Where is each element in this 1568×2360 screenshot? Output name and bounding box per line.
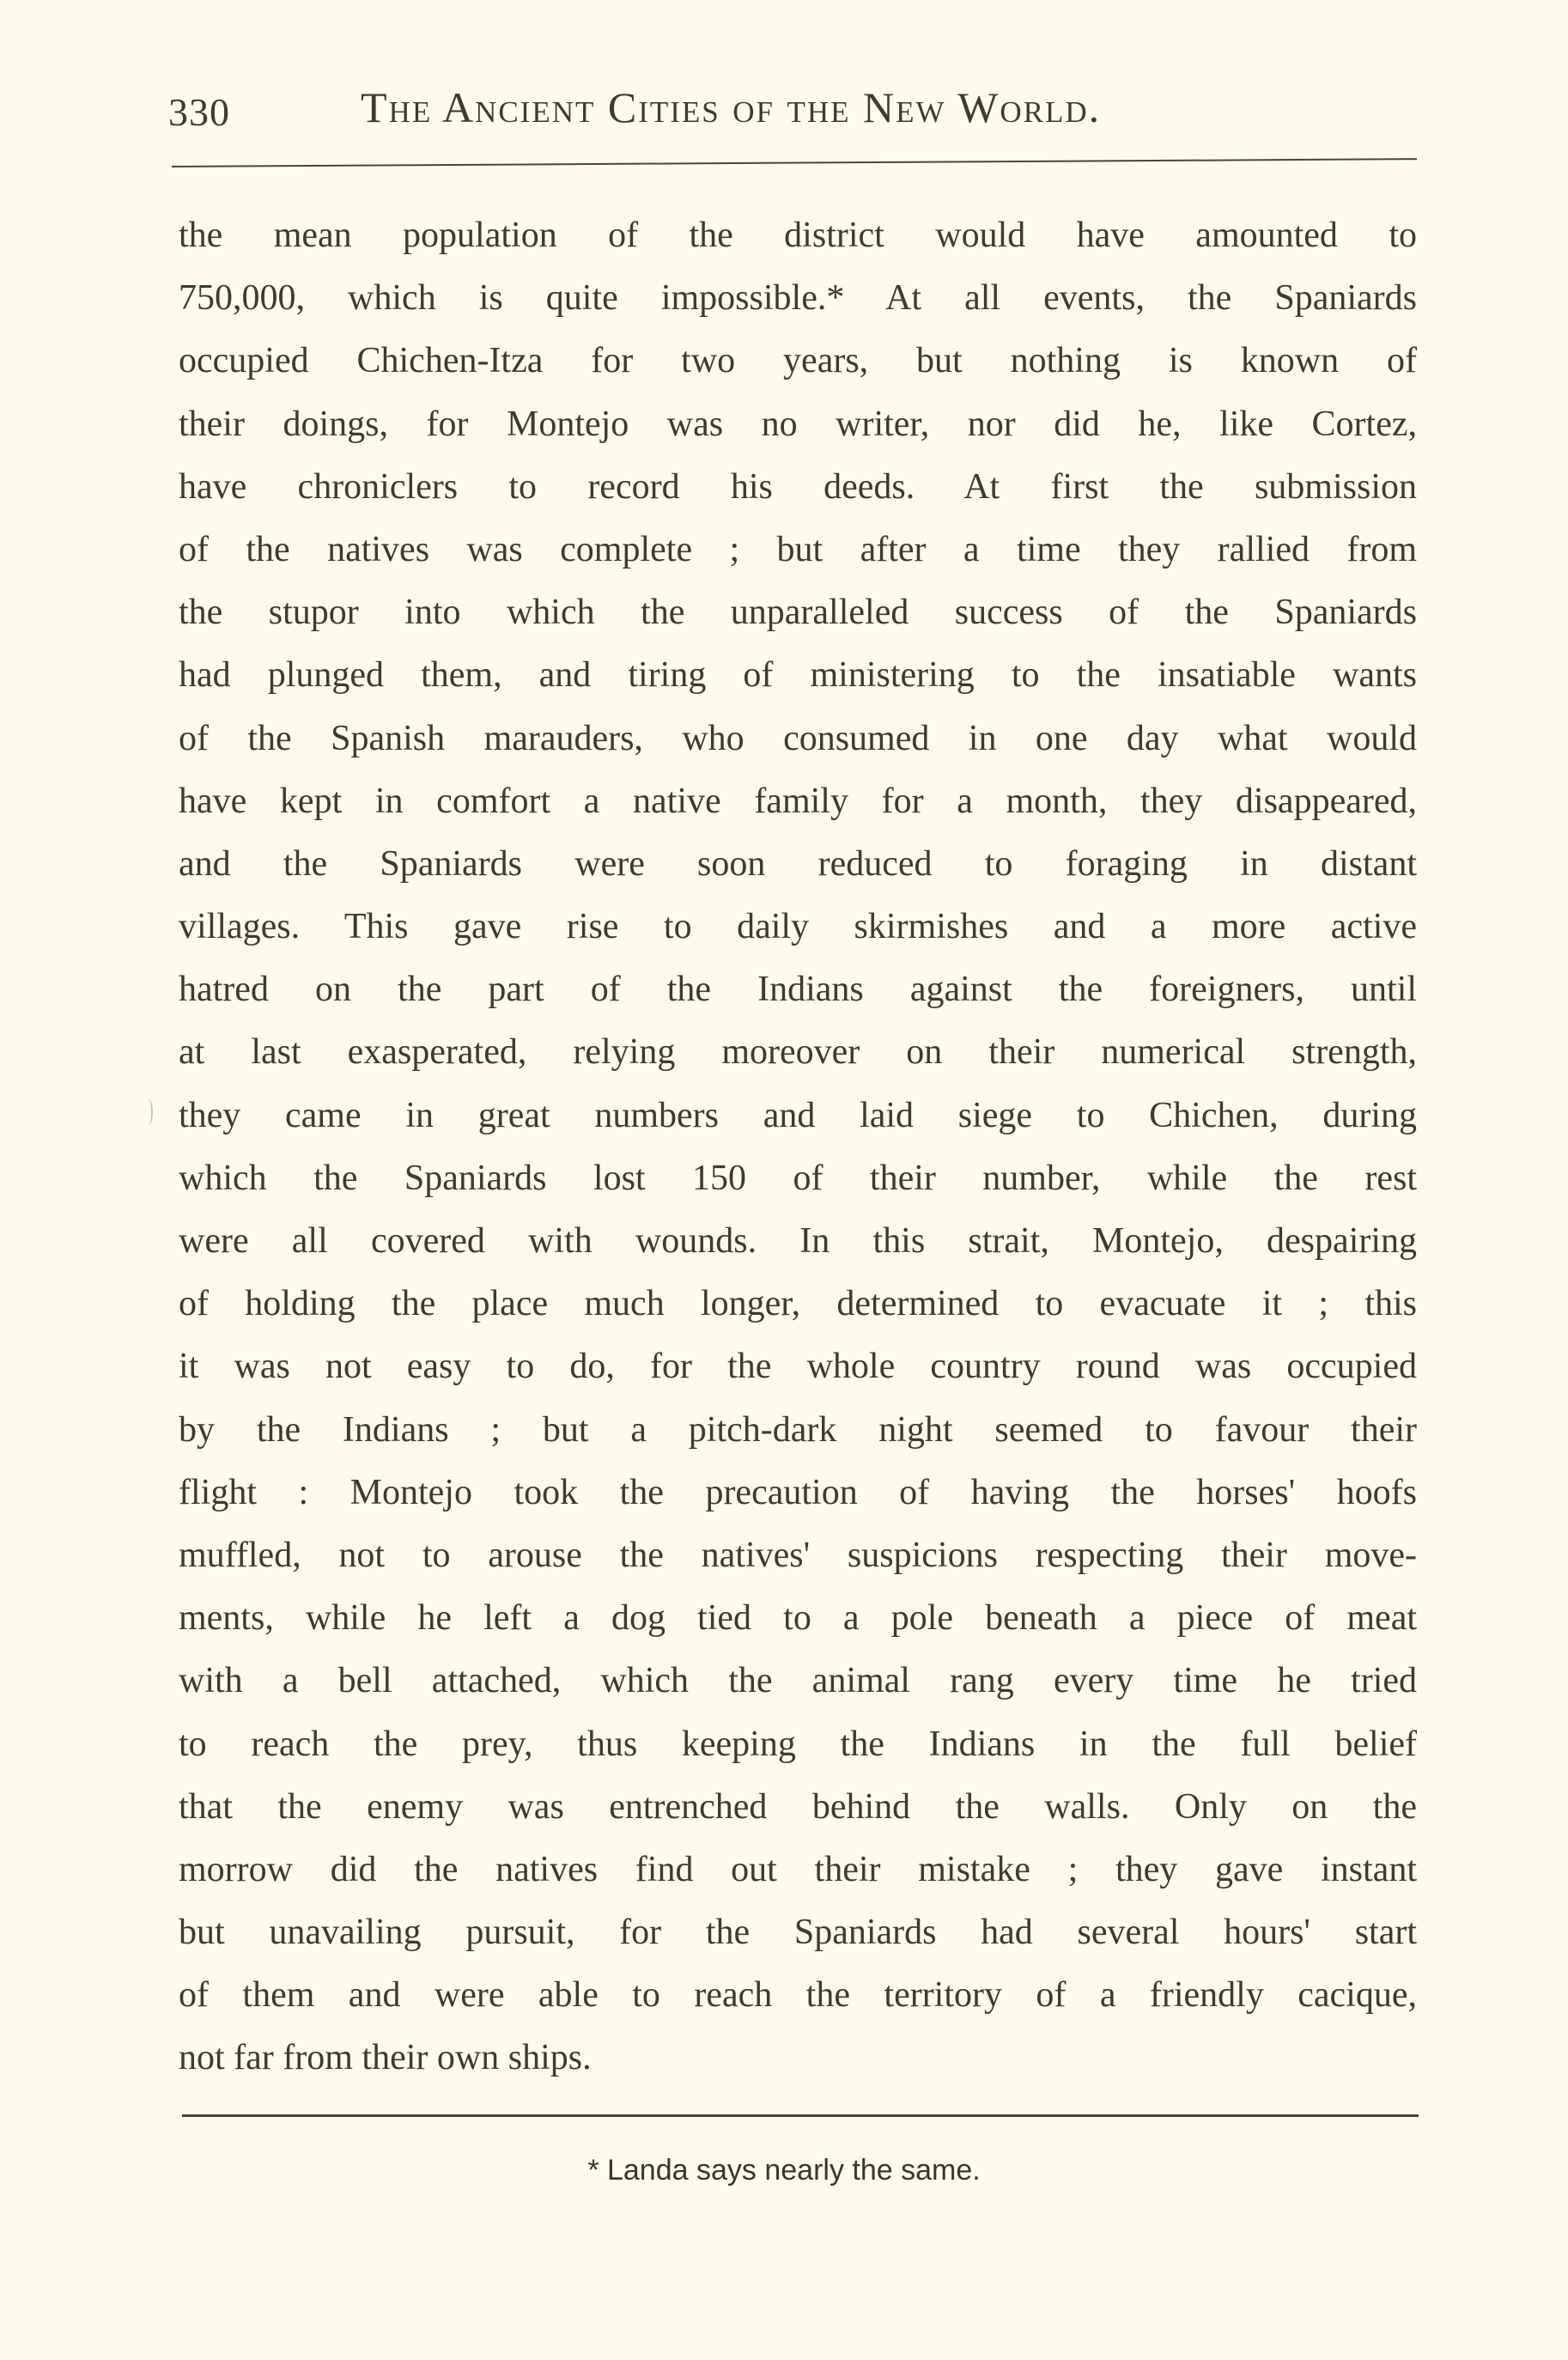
margin-mark (144, 1099, 153, 1125)
text-line: they came in great numbers and laid siege to Chichen, during (179, 1095, 1417, 1135)
text-line: that the enemy was entrenched behind the walls. Only on the (179, 1786, 1417, 1827)
text-line: 750,000, which is quite impossible.* At all events, the Spaniards (179, 278, 1417, 319)
text-line: of them and were able to reach the territory of a friendly cacique, (179, 1975, 1417, 2016)
text-line: villages. This gave rise to daily skirmishes and a more active (179, 907, 1417, 947)
text-line: to reach the prey, thus keeping the Indians in the full belief (179, 1724, 1417, 1764)
text-line: the stupor into which the unparalleled success of the Spaniards (179, 593, 1417, 633)
text-line: not far from their own ships. (179, 2038, 592, 2078)
text-line: were all covered with wounds. In this strait, Montejo, despairing (179, 1221, 1417, 1261)
running-title: The Ancient Cities of the New World. (361, 83, 1102, 131)
text-line: which the Spaniards lost 150 of their number, while the rest (179, 1158, 1417, 1198)
footnote-rule (182, 2114, 1419, 2117)
text-line: with a bell attached, which the animal rang every time he tried (179, 1661, 1417, 1701)
text-line: and the Spaniards were soon reduced to foraging in distant (179, 843, 1417, 884)
text-line: have chroniclers to record his deeds. At first the submission (179, 466, 1417, 507)
text-line: their doings, for Montejo was no writer, nor did he, like Cortez, (179, 404, 1417, 444)
text-line: flight : Montejo took the precaution of having the horses' hoofs (179, 1472, 1417, 1512)
text-line: ments, while he left a dog tied to a pole beneath a piece of meat (179, 1598, 1417, 1639)
text-line: of the natives was complete ; but after a time they rallied from (179, 529, 1417, 569)
text-line: morrow did the natives find out their mistake ; they gave instant (179, 1849, 1417, 1889)
page-number: 330 (168, 90, 230, 134)
text-line: but unavailing pursuit, for the Spaniards had several hours' start (179, 1913, 1417, 1953)
text-line: it was not easy to do, for the whole country round was occupied (179, 1347, 1417, 1387)
text-line: have kept in comfort a native family for a month, they disappeared, (179, 781, 1417, 821)
text-line: occupied Chichen-Itza for two years, but nothing is known of (179, 341, 1417, 381)
text-line: of holding the place much longer, determined to evacuate it ; this (179, 1284, 1417, 1324)
text-line: had plunged them, and tiring of ministering to the insatiable wants (179, 655, 1417, 696)
body-text (179, 204, 1417, 2090)
text-line: of the Spanish marauders, who consumed in one day what would (179, 718, 1417, 758)
text-line: the mean population of the district would have amounted to (179, 216, 1417, 255)
text-line: hatred on the part of the Indians against the foreigners, until (179, 970, 1417, 1010)
text-line: at last exasperated, relying moreover on their numerical strength, (179, 1032, 1417, 1073)
footnote: * Landa says nearly the same. (587, 2154, 981, 2187)
header-rule (172, 158, 1417, 167)
text-line: by the Indians ; but a pitch-dark night seemed to favour their (179, 1409, 1417, 1450)
text-line: muffled, not to arouse the natives' suspicions respecting their move- (179, 1535, 1417, 1575)
